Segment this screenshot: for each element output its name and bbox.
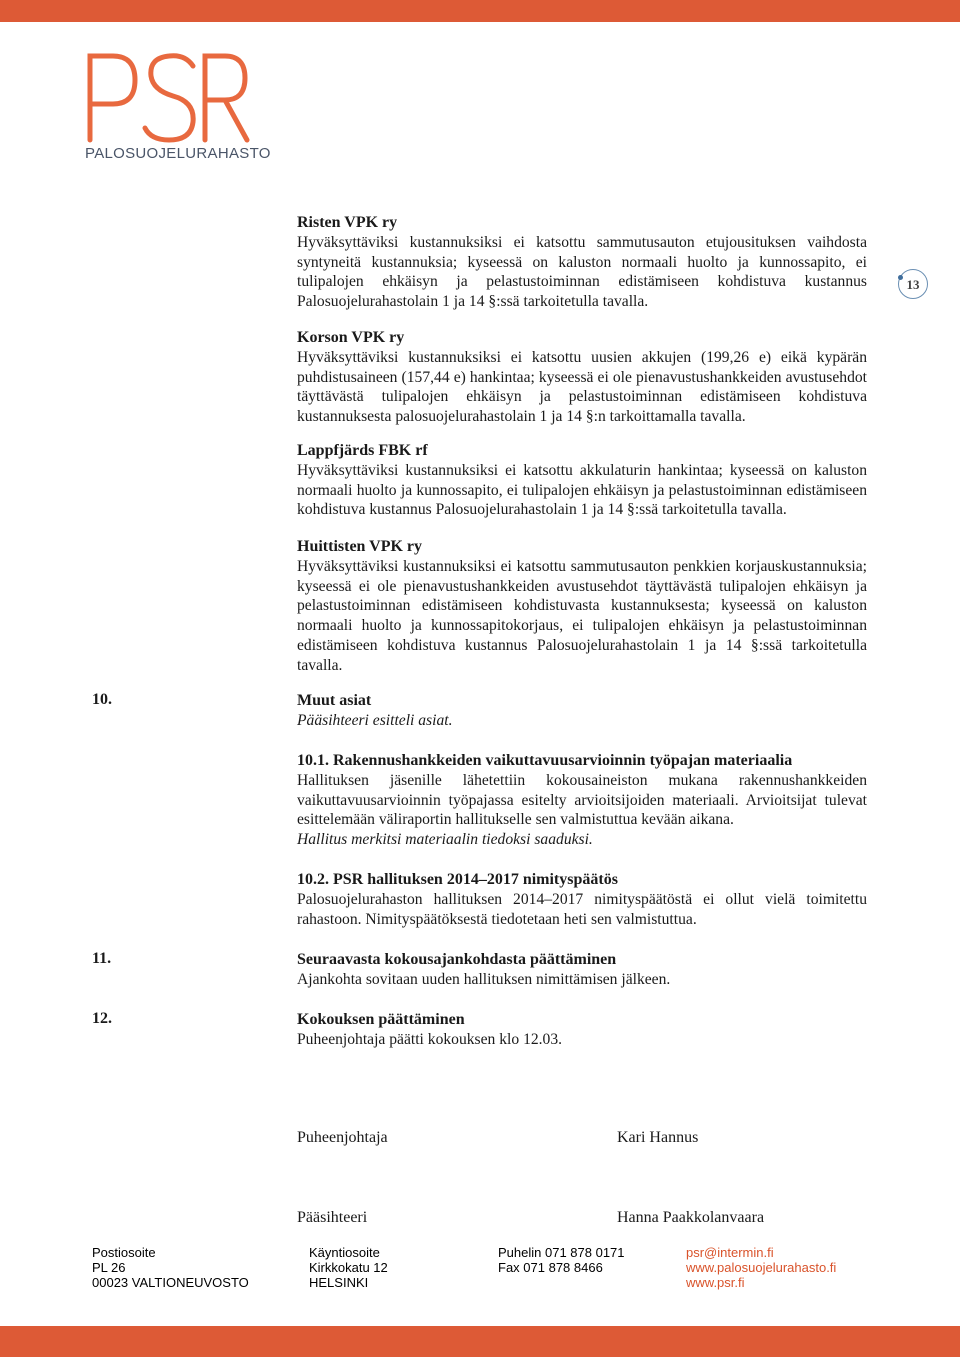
section-12 — [297, 1010, 867, 1050]
website-link[interactable]: www.palosuojelurahasto.fi — [686, 1260, 837, 1275]
footer-line: Kirkkokatu 12 — [309, 1260, 388, 1275]
section-body: Pääsihteeri esitteli asiat. — [297, 712, 453, 729]
section-korson — [297, 328, 867, 427]
section-title: Seuraavasta kokousajankohdasta päättäminen — [297, 951, 617, 968]
section-10-2 — [297, 870, 867, 929]
signature-name-secretary: Hanna Paakkolanvaara — [617, 1209, 765, 1226]
footer-line: PL 26 — [92, 1260, 126, 1275]
section-body: Palosuojelurahaston hallituksen 2014–2017 nimityspäätöstä ei ollut vielä toimitettu rahastoon. Nimityspäätöksestä tiedotetaan heti sen valmistuttua. — [297, 891, 867, 928]
logo-subtitle: PALOSUOJELURAHASTO — [85, 145, 271, 162]
section-body: Puheenjohtaja päätti kokouksen klo 12.03. — [297, 1031, 563, 1048]
footer-line: Fax 071 878 8466 — [498, 1260, 603, 1275]
footer-postal — [92, 1245, 249, 1290]
footer-line: HELSINKI — [309, 1275, 369, 1290]
section-number-11: 11. — [92, 950, 112, 967]
footer-line: Postiosoite — [92, 1245, 156, 1260]
footer-visit — [309, 1245, 388, 1290]
section-title: Huittisten VPK ry — [297, 538, 423, 555]
footer-line: Käyntiosoite — [309, 1245, 380, 1260]
footer-line: Puhelin 071 878 0171 — [498, 1245, 625, 1260]
section-body: Ajankohta sovitaan uuden hallituksen nimittämisen jälkeen. — [297, 971, 671, 988]
footer-phone — [498, 1245, 625, 1275]
section-decision: Hallitus merkitsi materiaalin tiedoksi saaduksi. — [297, 831, 593, 849]
section-lappfjards — [297, 441, 867, 520]
footer-links — [686, 1245, 836, 1290]
section-number-10: 10. — [92, 691, 112, 708]
section-title: Risten VPK ry — [297, 214, 398, 231]
header-bar — [0, 0, 960, 22]
email-link[interactable]: psr@intermin.fi — [686, 1245, 774, 1260]
section-body: Hyväksyttäviksi kustannuksiksi ei katsottu akkulaturin hankintaa; kyseessä on kaluston normaali huolto ja kunnossapito, ei tulipalojen ehkäisyn ja pelastustoiminnan edistämiseen kohdistuva kustannus Palosuojelurahastolain 1 ja 14 §:ssä tarkoitetulla tavalla. — [297, 462, 867, 519]
section-title: 10.1. Rakennushankkeiden vaikuttavuusarvioinnin työpajan materiaalia — [297, 752, 793, 769]
footer-line: 00023 VALTIONEUVOSTO — [92, 1275, 249, 1290]
section-huittisten — [297, 537, 867, 675]
section-title: Korson VPK ry — [297, 329, 405, 346]
section-body: Hyväksyttäviksi kustannuksiksi ei katsottu sammutusauton penkkien korjauskustannuksia; kyseessä ei ole pienavustushankkeiden avustusehdot täyttävästä tulipalojen ehkäisyn ja pelastustoiminnan edistämiseen kohdistuvasta kustannuksesta; kyseessä on kaluston normaali huolto ja kunnossapitokorjaus, ei tulipalojen ehkäisyn ja pelastustoiminnan edistämiseen kohdistuva kustannus Palosuojelurahastolain 1 ja 14 §:ssä tarkoitetulla tavalla. — [297, 558, 867, 674]
section-title: Muut asiat — [297, 692, 372, 709]
section-risten — [297, 213, 867, 312]
section-title: Kokouksen päättäminen — [297, 1011, 465, 1028]
section-body: Hyväksyttäviksi kustannuksiksi ei katsottu uusien akkujen (199,26 e) eikä kypärän puhdistusaineen (157,44 e) hankintaa; kyseessä ei ole pienavustushankkeiden avustusehdot täyttävästä tulipalojen ehkäisyn ja pelastustoiminnan edistämiseen kohdistuva kustannuksesta palosuojelurahastolain 1 ja 14 §:n tarkoittamalla tavalla. — [297, 349, 867, 426]
page-number-dot — [898, 275, 903, 280]
page-number: 13 — [898, 269, 928, 299]
section-number-12: 12. — [92, 1010, 112, 1027]
section-10 — [297, 691, 867, 731]
signature-role-secretary: Pääsihteeri — [297, 1209, 368, 1226]
section-11 — [297, 950, 867, 990]
section-body: Hyväksyttäviksi kustannuksiksi ei katsottu sammutusauton etujousituksen vaihdosta syntyneitä kustannuksia; kyseessä on kaluston normaali huolto ja kunnossapito, ei tulipalojen ehkäisyn ja pelastustoiminnan edistämiseen kohdistuva kustannus Palosuojelurahastolain 1 ja 14 §:ssä tarkoitetulla tavalla. — [297, 234, 867, 311]
signature-name-chair: Kari Hannus — [617, 1129, 699, 1146]
section-title: 10.2. PSR hallituksen 2014–2017 nimityspäätös — [297, 871, 618, 888]
section-10-1 — [297, 751, 867, 850]
section-title: Lappfjärds FBK rf — [297, 442, 428, 459]
footer-bar — [0, 1326, 960, 1357]
section-body: Hallituksen jäsenille lähetettiin kokousaineiston mukana rakennushankkeiden vaikuttavuusarvioinnin työpajassa esitelty arvioitsijoiden materiaali. Arvioitsijat tulevat esittelemään väliraportin hallitukselle sen valmistuttua kevään aikana. — [297, 772, 867, 829]
signature-role-chair: Puheenjohtaja — [297, 1129, 388, 1146]
website-short-link[interactable]: www.psr.fi — [686, 1275, 745, 1290]
